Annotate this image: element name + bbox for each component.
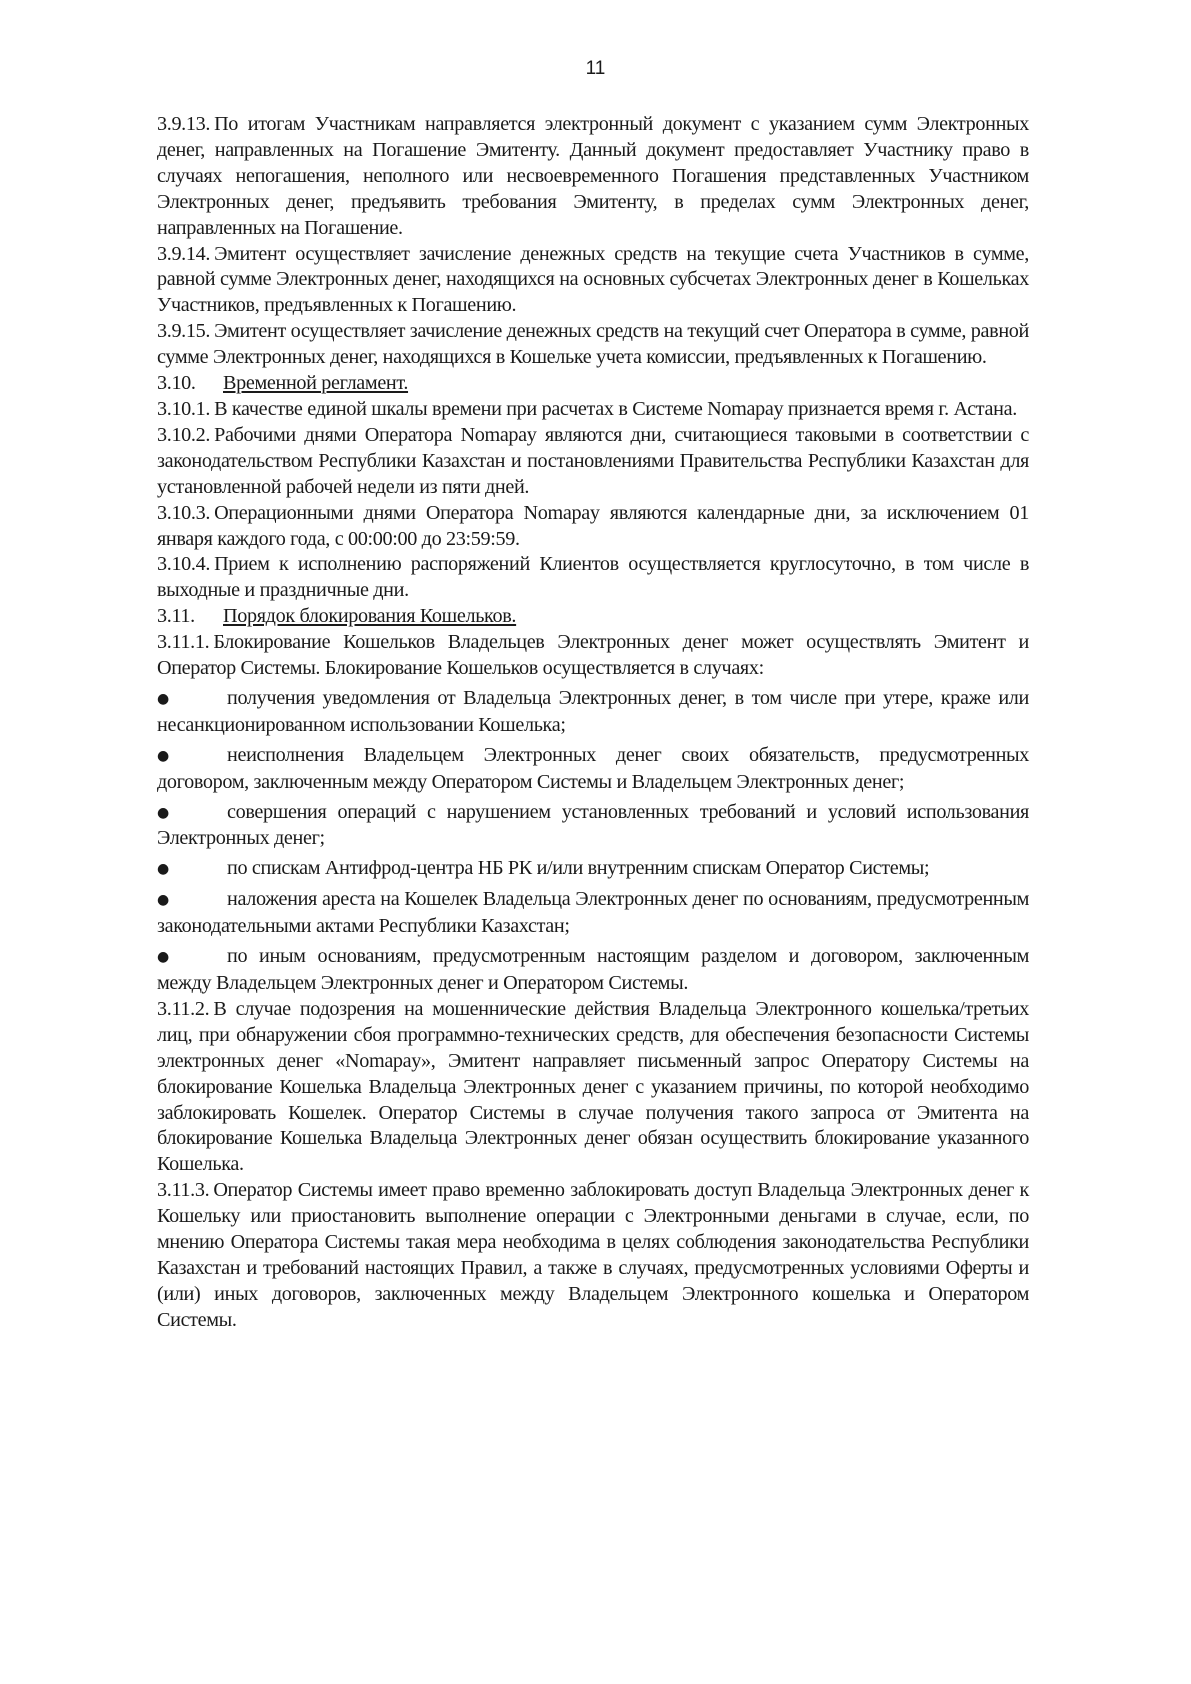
clause-number: 3.11.3.: [157, 1179, 210, 1202]
bullet-text: по спискам Антифрод-центра НБ РК и/или внутренним спискам Оператор Системы;: [227, 857, 930, 880]
bullet-text: по иным основаниям, предусмотренным настоящим разделом и договором, заключенным между Владельцем Электронных денег и Оператором Системы.: [157, 945, 1029, 994]
bullet-icon: ●: [157, 861, 169, 878]
clause-paragraph: [157, 319, 1029, 371]
bullet-item: [157, 856, 1029, 883]
document-body: [157, 112, 1029, 1334]
bullet-text: наложения ареста на Кошелек Владельца Электронных денег по основаниям, предусмотренным законодательными актами Республики Казахстан;: [157, 888, 1029, 938]
section-number: 3.11.: [157, 605, 195, 628]
clause-number: 3.11.2.: [157, 997, 210, 1020]
section-heading: [157, 604, 1029, 630]
clause-number: 3.9.13.: [157, 113, 211, 135]
clause-text: Рабочими днями Оператора Nomapay являются дни, считающиеся таковыми в соответствии с законодательством Республики Казахстан и постановлениями Правительства Республики Казахстан для установленной рабочей недели из пяти дней.: [157, 423, 1029, 498]
section-title: Порядок блокирования Кошельков.: [223, 605, 517, 628]
clause-text: По итогам Участникам направляется электронный документ с указанием сумм Электронных денег, направленных на Погашение Эмитенту. Данный документ предоставляет Участнику право в случаях непогашения, неполного или несвоевременного Погашения представленных Участником Электронных денег, предъявить требования Эмитенту, в пределах сумм Электронных денег, направленных на Погашение.: [157, 113, 1029, 239]
clause-paragraph: [157, 630, 1029, 682]
bullet-icon: ●: [157, 804, 169, 821]
section-heading: [157, 371, 1029, 397]
clause-paragraph: [157, 501, 1029, 553]
clause-paragraph: [157, 242, 1029, 320]
clause-paragraph: [157, 1178, 1029, 1333]
clause-text: Эмитент осуществляет зачисление денежных средств на текущий счет Оператора в сумме, равной сумме Электронных денег, находящихся в Кошельке учета комиссии, предъявленных к Погашению.: [157, 320, 1029, 369]
bullet-text: получения уведомления от Владельца Электронных денег, в том числе при утере, краже или несанкционированном использовании Кошелька;: [157, 686, 1029, 736]
clause-number: 3.10.2.: [157, 423, 211, 446]
clause-number: 3.9.15.: [157, 320, 211, 343]
clause-number: 3.10.4.: [157, 553, 211, 576]
bullet-text: совершения операций с нарушением установленных требований и условий использования Электронных денег;: [157, 800, 1029, 850]
clause-number: 3.9.14.: [157, 242, 211, 265]
clause-text: Оператор Системы имеет право временно заблокировать доступ Владельца Электронных денег к Кошельку или приостановить выполнение операции с Электронными деньгами в случае, если, по мнению Оператора Системы такая мера необходима в целях соблюдения законодательства Республики Казахстан и требований настоящих Правил, а также в случаях, предусмотренных условиями Оферты и (или) иных договоров, заключенных между Владельцем Электронного кошелька и Оператором Системы.: [157, 1179, 1029, 1331]
clause-text: Прием к исполнению распоряжений Клиентов осуществляется круглосуточно, в том числе в выходные и праздничные дни.: [157, 553, 1029, 602]
bullet-item: [157, 887, 1029, 940]
bullet-icon: ●: [157, 690, 169, 707]
clause-paragraph: [157, 552, 1029, 604]
clause-text: Операционными днями Оператора Nomapay являются календарные дни, за исключением 01 января каждого года, с 00:00:00 до 23:59:59.: [157, 501, 1029, 550]
clause-paragraph: [157, 423, 1029, 501]
clause-number: 3.10.1.: [157, 397, 211, 420]
clause-number: 3.10.3.: [157, 501, 211, 524]
clause-text: В случае подозрения на мошеннические действия Владельца Электронного кошелька/третьих лиц, при обнаружении сбоя программно-технических средств, для обеспечения безопасности Системы электронных денег «Nomapay», Эмитент направляет письменный запрос Оператору Системы на блокирование Кошелька Владельца Электронных денег с указанием причины, по которой необходимо заблокировать Кошелек. Оператор Системы в случае получения такого запроса от Эмитента на блокирование Кошелька Владельца Электронных денег обязан осуществить блокирование указанного Кошелька.: [157, 997, 1029, 1176]
bullet-icon: ●: [157, 892, 169, 909]
bullet-icon: ●: [157, 949, 169, 966]
clause-text: В качестве единой шкалы времени при расчетах в Системе Nomapay признается время г. Астана.: [214, 397, 1017, 420]
section-number: 3.10.: [157, 372, 196, 395]
bullet-icon: ●: [157, 747, 169, 764]
clause-paragraph: [157, 997, 1029, 1178]
bullet-item: [157, 743, 1029, 796]
bullet-item: [157, 800, 1029, 853]
bullet-item: [157, 944, 1029, 997]
bullet-text: неисполнения Владельцем Электронных денег своих обязательств, предусмотренных договором, заключенным между Оператором Системы и Владельцем Электронных денег;: [157, 743, 1029, 793]
bullet-item: [157, 686, 1029, 739]
page-number: 11: [585, 58, 606, 79]
clause-paragraph: [157, 397, 1029, 423]
clause-number: 3.11.1.: [157, 631, 210, 654]
clause-paragraph: [157, 112, 1029, 242]
clause-text: Эмитент осуществляет зачисление денежных средств на текущие счета Участников в сумме, равной сумме Электронных денег, находящихся на основных субсчетах Электронных денег в Кошельках Участников, предъявленных к Погашению.: [157, 242, 1029, 317]
section-title: Временной регламент.: [223, 372, 409, 395]
clause-text: Блокирование Кошельков Владельцев Электронных денег может осуществлять Эмитент и Оператор Системы. Блокирование Кошельков осуществляется в случаях:: [157, 631, 1029, 680]
